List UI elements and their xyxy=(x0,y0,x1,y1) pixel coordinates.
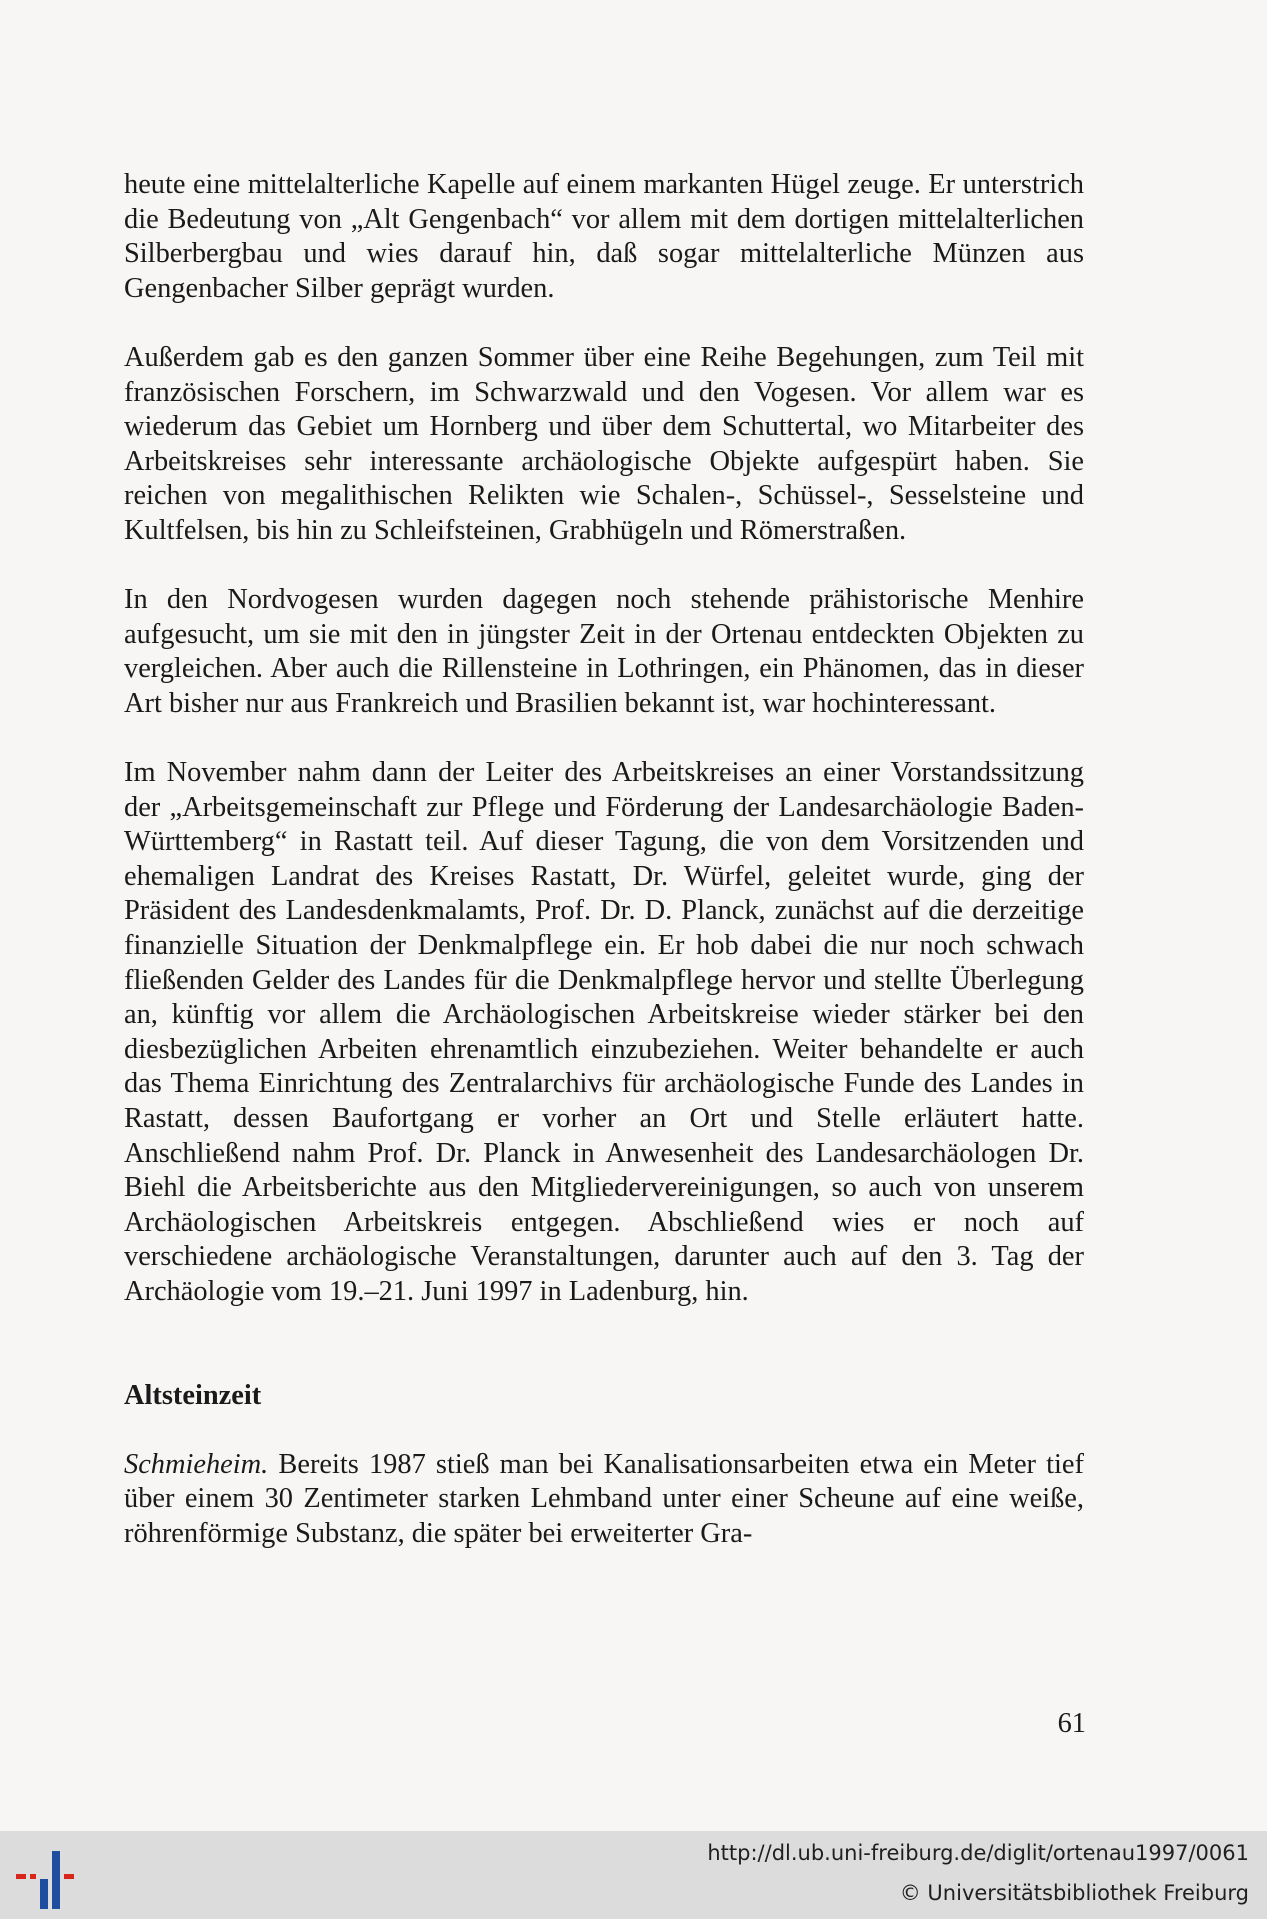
ub-freiburg-logo-icon xyxy=(16,1841,86,1911)
paragraph: Im November nahm dann der Leiter des Arbeitskreises an einer Vorstandssitzung der „Arbeitsgemeinschaft zur Pflege und Förderung der Landesarchäologie Baden-Württemberg“ in Rastatt teil. Auf dieser Tagung, die von dem Vorsitzenden und ehemaligen Landrat des Kreises Rastatt, Dr. Würfel, geleitet wurde, ging der Präsident des Landesdenkmalamts, Prof. Dr. D. Planck, zunächst auf die derzeitige finanzielle Situation der Denkmalpflege ein. Er hob dabei die nur noch schwach fließenden Gelder des Landes für die Denkmalpflege hervor und stellte Überlegung an, künftig vor allem die Archäologischen Arbeitskreise wieder stärker bei den diesbezüglichen Arbeiten ehrenamtlich einzubeziehen. Weiter behandelte er auch das Thema Einrichtung des Zentralarchivs für archäologische Funde des Landes in Rastatt, dessen Baufortgang er vorher an Ort und Stelle erläutert hatte. Anschließend nahm Prof. Dr. Planck in Anwesenheit des Landesarchäologen Dr. Biehl die Arbeitsberichte aus den Mitgliedervereinigungen, so auch von unserem Archäologischen Arbeitskreis entgegen. Abschließend wies er noch auf verschiedene archäologische Veranstaltungen, darunter auch auf den 3. Tag der Archäologie vom 19.–21. Juni 1997 in Ladenburg, hin. xyxy=(124,757,1084,1307)
place-name: Schmieheim. xyxy=(124,1448,269,1480)
section-heading: Altsteinzeit xyxy=(124,1379,262,1411)
footer-bar xyxy=(0,1831,1267,1919)
paragraph xyxy=(124,1448,1084,1552)
paragraph-text: Bereits 1987 stieß man bei Kanalisationsarbeiten etwa ein Meter tief über einem 30 Zentimeter starken Lehmband unter einer Scheune auf eine weiße, röhrenförmige Substanz, die später bei erweiterter Gra- xyxy=(124,1448,1084,1549)
copyright-notice: © Universitätsbibliothek Freiburg xyxy=(899,1881,1249,1905)
paragraph: Außerdem gab es den ganzen Sommer über eine Reihe Begehungen, zum Teil mit französischen Forschern, im Schwarzwald und den Vogesen. Vor allem war es wiederum das Gebiet um Hornberg und über dem Schuttertal, wo Mitarbeiter des Arbeitskreises sehr interessante archäologische Objekte aufgespürt haben. Sie reichen von megalithischen Relikten wie Schalen-, Schüssel-, Sesselsteine und Kultfelsen, bis hin zu Schleifsteinen, Grabhügeln und Römerstraßen. xyxy=(124,341,1084,546)
paragraph: heute eine mittelalterliche Kapelle auf einem markanten Hügel zeuge. Er unterstrich die Bedeutung von „Alt Gengenbach“ vor allem mit dem dortigen mittelalterlichen Silberbergbau und wies darauf hin, daß sogar mittelalterliche Münzen aus Gengenbacher Silber geprägt wurden. xyxy=(124,169,1084,304)
body-text xyxy=(124,168,1084,1586)
page-number: 61 xyxy=(1057,1708,1086,1739)
paragraph: In den Nordvogesen wurden dagegen noch stehende prähistorische Menhire aufgesucht, um sie mit den in jüngster Zeit in der Ortenau entdeckten Objekten zu vergleichen. Aber auch die Rillensteine in Lothringen, ein Phänomen, das in dieser Art bisher nur aus Frankreich und Brasilien bekannt ist, war hochinteressant. xyxy=(124,584,1084,719)
source-url-link[interactable]: http://dl.ub.uni-freiburg.de/diglit/ortenau1997/0061 xyxy=(707,1841,1249,1865)
